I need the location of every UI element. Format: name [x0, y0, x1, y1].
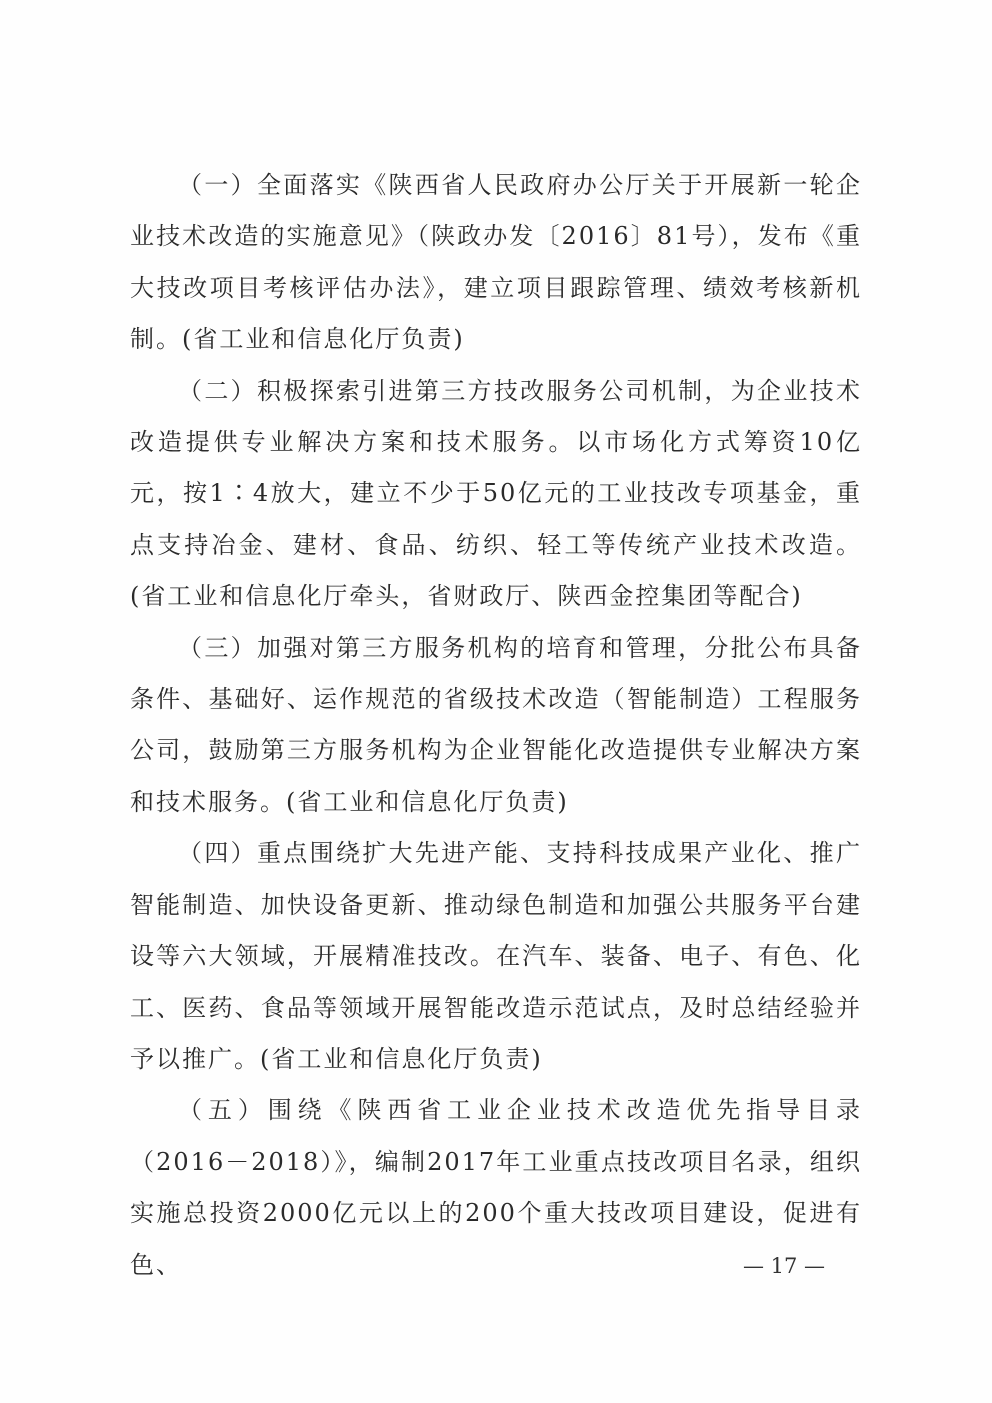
- page-number: — 17 —: [742, 1254, 826, 1278]
- paragraph-4: （四）重点围绕扩大先进产能、支持科技成果产业化、推广智能制造、加快设备更新、推动绿色制造和加强公共服务平台建设等六大领域，开展精准技改。在汽车、装备、电子、有色、化工、医药、食品等领域开展智能改造示范试点，及时总结经验并予以推广。(省工业和信息化厅负责): [130, 839, 862, 1073]
- paragraph-1: （一）全面落实《陕西省人民政府办公厅关于开展新一轮企业技术改造的实施意见》（陕政办发〔2016〕81号），发布《重大技改项目考核评估办法》，建立项目跟踪管理、绩效考核新机制。(省工业和信息化厅负责): [130, 171, 862, 354]
- paragraph-3: （三）加强对第三方服务机构的培育和管理，分批公布具备条件、基础好、运作规范的省级技术改造（智能制造）工程服务公司，鼓励第三方服务机构为企业智能化改造提供专业解决方案和技术服务。(省工业和信息化厅负责): [130, 633, 862, 816]
- paragraph-5: （五）围绕《陕西省工业企业技术改造优先指导目录（2016－2018）》，编制2017年工业重点技改项目名录，组织实施总投资2000亿元以上的200个重大技改项目建设，促进有色、: [130, 1096, 862, 1279]
- document-body: [130, 160, 862, 1291]
- paragraph-2: （二）积极探索引进第三方技改服务公司机制，为企业技术改造提供专业解决方案和技术服务。以市场化方式筹资10亿元，按1∶4放大，建立不少于50亿元的工业技改专项基金，重点支持冶金、建材、食品、纺织、轻工等传统产业技术改造。(省工业和信息化厅牵头，省财政厅、陕西金控集团等配合): [130, 376, 862, 611]
